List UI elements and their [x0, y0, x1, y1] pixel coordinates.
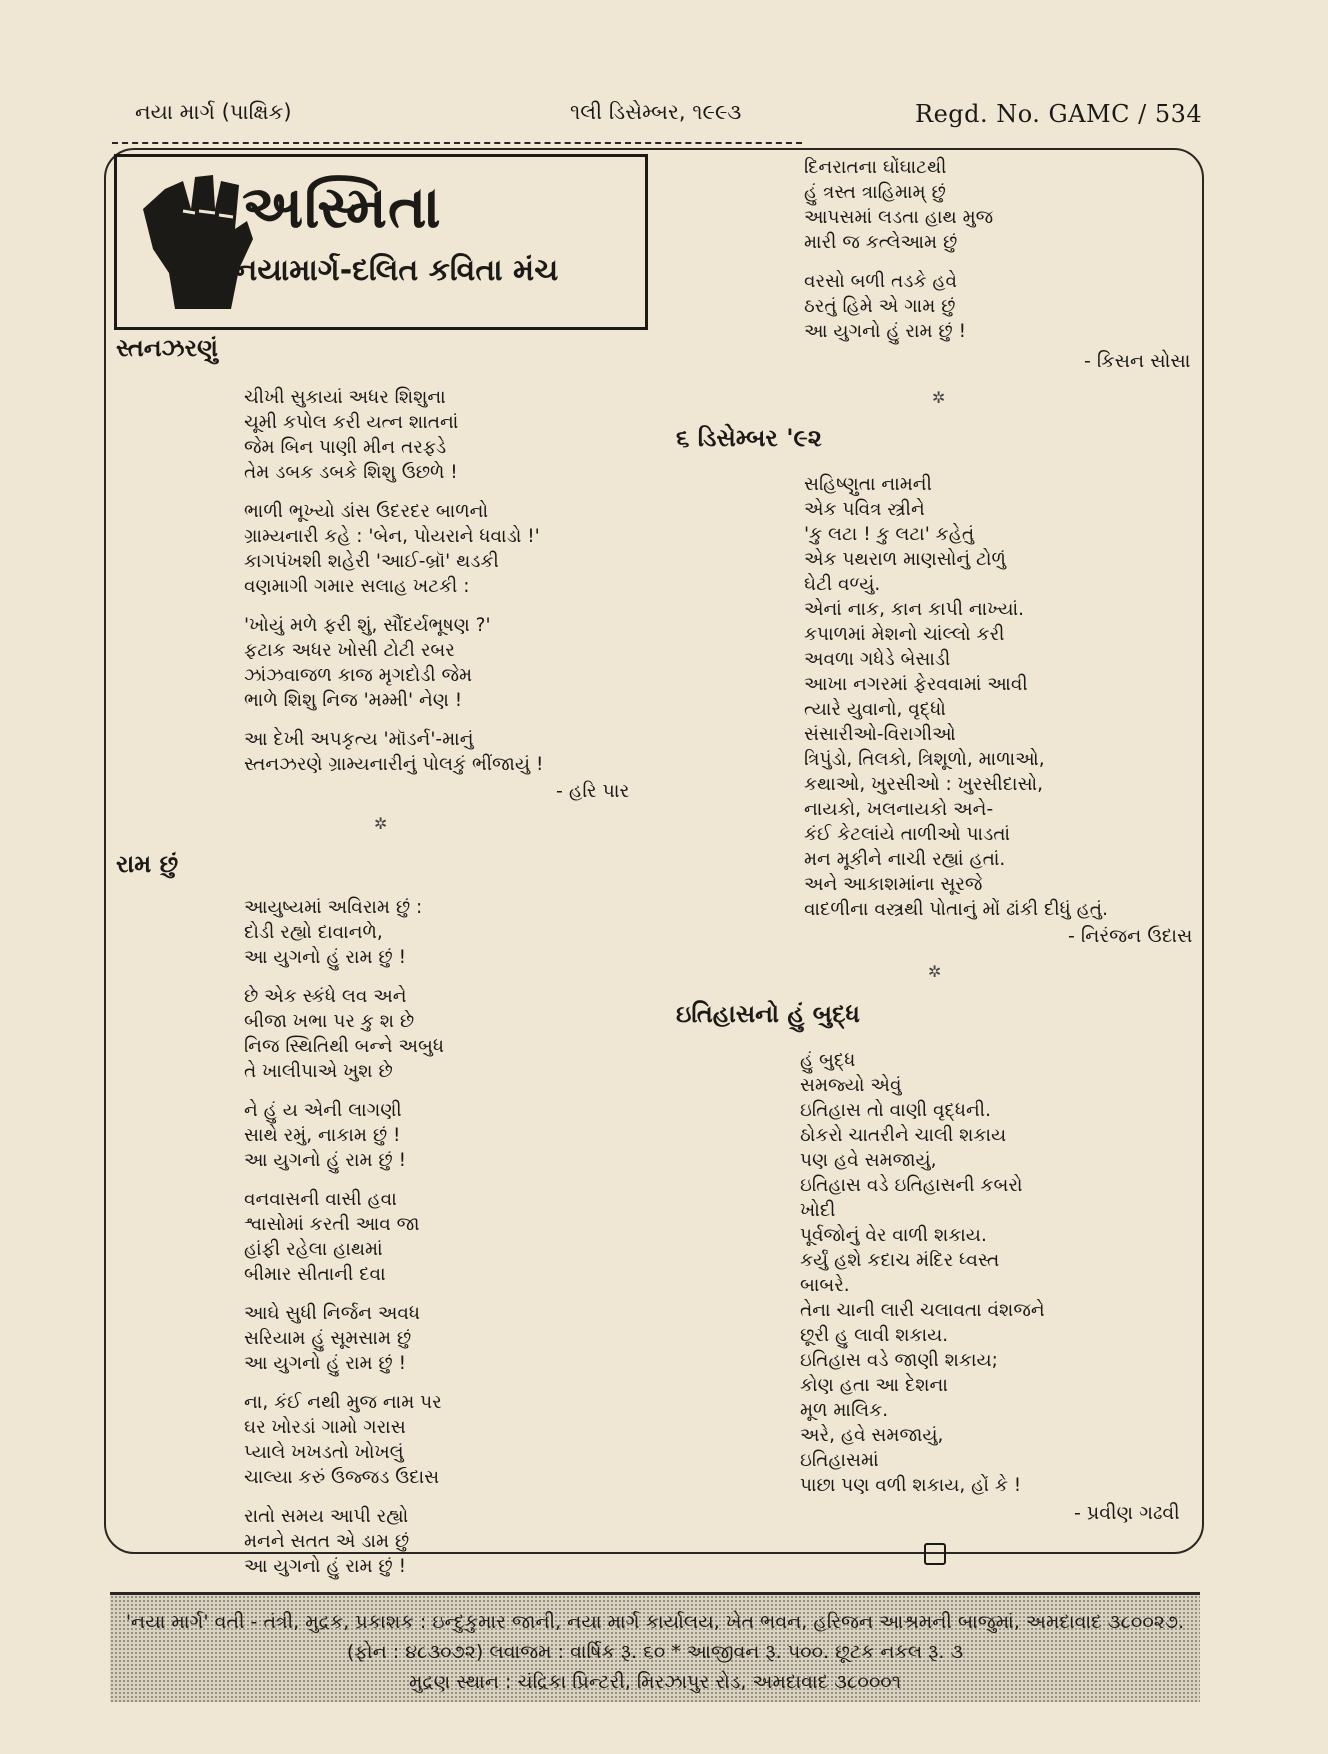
poem-line: અવળા ગધેડે બેસાડી: [804, 649, 951, 670]
imprint-printer: મુદ્રણ સ્થાન : ચંદ્રિકા પ્રિન્ટરી, મિરઝાપુર રોડ, અમદાવાદ ૩૮૦૦૦૧: [408, 1671, 902, 1693]
poem-line: મનને સતત એ ડામ છું: [244, 1531, 410, 1552]
poem-line: મારી જ કત્લેઆમ છું: [804, 232, 958, 253]
poem-stanjharnu: [244, 385, 543, 791]
poem-line: સ્તનઝરણે ગ્રામ્યનારીનું પોલકું ભીંજાયું !: [244, 754, 544, 775]
separator-ornament-icon: ✲: [932, 388, 946, 407]
stanza: [244, 613, 543, 713]
poem-line: સહિષ્ણુતા નામની: [804, 474, 932, 495]
poem-line: સાથે રમું, નાકામ છું !: [244, 1125, 401, 1146]
poem-line: છે એક સ્કંધે લવ અને: [244, 986, 407, 1007]
stanza: [244, 1098, 444, 1173]
stanza: [244, 1187, 444, 1287]
poem-author: - નિરંજન ઉદાસ: [1068, 925, 1193, 947]
poem-line: એનાં નાક, કાન કાપી નાખ્યાં.: [804, 599, 1024, 620]
poem-line: પ્યાલે ખખડતો ખોખલું: [244, 1442, 404, 1463]
poem-line: હું ત્રસ્ત ત્રાહિમામ્ છું: [804, 182, 946, 203]
poem-line: અરે, હવે સમજાયું,: [800, 1425, 944, 1446]
poem-line: આ યુગનો હું રામ છું !: [804, 321, 967, 342]
issue-date: ૧લી ડિસેમ્બર, ૧૯૯૩: [570, 100, 742, 124]
poem-line: ગ્રામ્યનારી કહે : 'બેન, પોયરાને ધવાડો !': [244, 526, 540, 547]
stanza: [244, 1504, 444, 1579]
imprint-publisher: 'નયા માર્ગ' વતી - તંત્રી, મુદ્રક, પ્રકાશક : ઇન્દુકુમાર જાની, નયા માર્ગ કાર્યાલય, ખેત ભવન, હરિજન આશ્રમની બાજુમાં, અમદાવાદ ૩૮૦૦૨૭.: [125, 1611, 1185, 1633]
poem-line: ઠરતું હિમે એ ગામ છું: [804, 296, 956, 317]
poem-line: પાછા પણ વળી શકાય, હોં કે !: [800, 1475, 1022, 1496]
poem-line: આપસમાં લડતા હાથ મુજ: [804, 207, 994, 228]
poem-line: સમજ્યો એવું: [800, 1075, 902, 1096]
poem-line: દિનરાતના ઘોંઘાટથી: [804, 157, 947, 178]
stanza: [804, 155, 993, 255]
poem-line: શ્વાસોમાં કરતી આવ જા: [244, 1214, 420, 1235]
poem-line: આ દેખી અપકૃત્ય 'મૉડર્ન'-માનું: [244, 729, 474, 750]
poem-line: ઇતિહાસ તો વાણી વૃદ્ધની.: [800, 1100, 991, 1121]
poem-line: કંઈ કેટલાંયે તાળીઓ પાડતાં: [804, 824, 1011, 845]
poem-line: દોડી રહ્યો દાવાનળે,: [244, 922, 383, 943]
poem-line: ત્રિપુંડો, તિલકો, ત્રિશૂળો, માળાઓ,: [804, 749, 1045, 770]
poem-december: [804, 472, 1108, 922]
poem-line: જેમ બિન પાણી મીન તરફડે: [244, 437, 447, 458]
poem-line: ઠોકરો ચાતરીને ચાલી શકાય: [800, 1125, 1007, 1146]
poem-title-ram: રામ છું: [116, 850, 179, 878]
poem-title-stanjharnu: સ્તનઝરણું: [116, 334, 218, 362]
logo-subtitle: નયામાર્ગ-દલિત કવિતા મંચ: [235, 253, 559, 288]
poem-line: ના, કંઈ નથી મુજ નામ પર: [244, 1392, 442, 1413]
poem-line: આ યુગનો હું રામ છું !: [244, 947, 407, 968]
poem-line: ભાળે શિશુ નિજ 'મમ્મી' નેણ !: [244, 690, 463, 711]
poem-line: મૂળ માલિક.: [800, 1400, 889, 1421]
poem-line: ફટાક અધર ખોસી ટોટી રબર: [244, 640, 455, 661]
poem-line: સરિયામ હું સૂમસામ છું: [244, 1328, 412, 1349]
poem-line: ઘેટી વળ્યું.: [804, 574, 881, 595]
poem-line: તેના ચાની લારી ચલાવતા વંશજને: [800, 1300, 1045, 1321]
imprint-footer: [110, 1592, 1200, 1702]
poem-line: હાંફી રહેલા હાથમાં: [244, 1239, 383, 1260]
poem-line: તે ખાલીપાએ ખુશ છે: [244, 1061, 393, 1082]
poem-line: તેમ ડબક ડબકે શિશુ ઉછળે !: [244, 462, 458, 483]
logo-block: [114, 154, 648, 330]
poem-line: આખા નગરમાં ફેરવવામાં આવી: [804, 674, 1028, 695]
poem-line: પણ હવે સમજાયું,: [800, 1150, 937, 1171]
poem-line: ઘર ખોરડાં ગામો ગરાસ: [244, 1417, 406, 1438]
poem-line: ચાલ્યા કરું ઉજ્જડ ઉદાસ: [244, 1467, 440, 1488]
poem-line: ઇતિહાસ વડે ઇતિહાસની કબરો: [800, 1175, 1023, 1196]
poem-line: નાયકો, ખલનાયકો અને-: [804, 799, 994, 820]
poem-line: 'ખોયું મળે ફરી શું, સૌંદર્યભૂષણ ?': [244, 615, 491, 636]
poem-line: એક પવિત્ર સ્ત્રીને: [804, 499, 925, 520]
poem-line: આયુષ્યમાં અવિરામ છું :: [244, 897, 423, 918]
poem-line: વનવાસની વાસી હવા: [244, 1189, 397, 1210]
poem-author: - હરિ પાર: [556, 780, 630, 802]
raised-fist-icon: [135, 169, 255, 319]
stanza: [804, 269, 993, 344]
poem-line: આ યુગનો હું રામ છું !: [244, 1353, 407, 1374]
poem-author: - કિસન સોસા: [1084, 350, 1191, 372]
poem-line: બાબરે.: [800, 1275, 850, 1296]
poem-line: કાગપંખશી શહેરી 'આઈ-બ્રૉ' થડકી: [244, 551, 499, 572]
poem-line: કથાઓ, ખુરસીઓ : ખુરસીદાસો,: [804, 774, 1044, 795]
poem-line: હું બુદ્ધ: [800, 1050, 856, 1071]
header-rule: [112, 142, 802, 144]
stanza: [244, 385, 543, 485]
stanza: [244, 895, 444, 970]
poem-line: કપાળમાં મેશનો ચાંલ્લો કરી: [804, 624, 1005, 645]
poem-line: ચૂમી કપોલ કરી યત્ન શાતનાં: [244, 412, 459, 433]
poem-ram: [244, 895, 444, 1593]
poem-title-december: ૬ ડિસેમ્બર '૯૨: [676, 424, 822, 452]
stanza: [244, 984, 444, 1084]
poem-line: કોણ હતા આ દેશના: [800, 1375, 948, 1396]
imprint-subscription: (ફોન : ૪૮૩૦૭૨) લવાજમ : વાર્ષિક રૂ. ૬૦ * આજીવન રૂ. ૫૦૦. છૂટક નકલ રૂ. ૩: [346, 1641, 964, 1663]
stanza: [244, 1301, 444, 1376]
poem-title-buddha: ઇતિહાસનો હું બુદ્ધ: [676, 1000, 860, 1028]
poem-line: આ યુગનો હું રામ છું !: [244, 1556, 407, 1577]
poem-ram-continued: [804, 155, 993, 358]
poem-line: વાદળીના વસ્ત્રથી પોતાનું મોં ઢાંકી દીધું હતું.: [804, 899, 1108, 920]
poem-line: ઇતિહાસ વડે જાણી શકાય;: [800, 1350, 998, 1371]
poem-line: ભાળી ભૂખ્યો ડાંસ ઉદરદર બાળનો: [244, 501, 489, 522]
poem-line: સંસારીઓ-વિરાગીઓ: [804, 724, 956, 745]
logo-title: અસ્મિતા: [242, 173, 442, 241]
separator-ornament-icon: ✲: [374, 814, 388, 833]
poem-line: છૂરી હુ લાવી શકાય.: [800, 1325, 949, 1346]
separator-ornament-icon: ✲: [928, 962, 942, 981]
end-mark-icon: [924, 1543, 946, 1565]
registration-number: Regd. No. GAMC / 534: [915, 100, 1203, 128]
poem-line: અને આકાશમાંના સૂરજે: [804, 874, 983, 895]
stanza: [244, 727, 543, 777]
poem-line: 'કુ લટા ! કુ લટા' કહેતું: [804, 524, 975, 545]
poem-line: આ યુગનો હું રામ છું !: [244, 1150, 407, 1171]
poem-line: આઘે સુધી નિર્જન અવધ: [244, 1303, 421, 1324]
poem-line: એક પથરાળ માણસોનું ટોળું: [804, 549, 1006, 570]
poem-line: ચીખી સુકાયાં અધર શિશુના: [244, 387, 446, 408]
poem-line: ને હું ય એની લાગણી: [244, 1100, 402, 1121]
poem-line: વણમાગી ગમાર સલાહ ખટકી :: [244, 576, 470, 597]
poem-line: મન મૂકીને નાચી રહ્યાં હતાં.: [804, 849, 1006, 870]
poem-author: - પ્રવીણ ગઢવી: [1074, 1502, 1180, 1524]
poem-line: ત્યારે યુવાનો, વૃદ્ધો: [804, 699, 946, 720]
poem-line: બીજા ખભા પર કુ શ છે: [244, 1011, 415, 1032]
poem-line: ઝાંઝવાજળ કાજ મૃગદોડી જેમ: [244, 665, 473, 686]
poem-line: નિજ સ્થિતિથી બન્ને અબુધ: [244, 1036, 444, 1057]
publication-name: નયા માર્ગ (પાક્ષિક): [135, 100, 292, 124]
poem-line: પૂર્વજોનું વેર વાળી શકાય.: [800, 1225, 987, 1246]
poem-line: રાતો સમય આપી રહ્યો: [244, 1506, 409, 1527]
stanza: [244, 1390, 444, 1490]
poem-line: કર્યું હશે કદાચ મંદિર ધ્વસ્ત: [800, 1250, 1000, 1271]
poem-line: બીમાર સીતાની દવા: [244, 1264, 386, 1285]
stanza: [244, 499, 543, 599]
poem-line: વરસો બળી તડકે હવે: [804, 271, 958, 292]
poem-line: ઇતિહાસમાં: [800, 1450, 879, 1471]
poem-line: ખોદી: [800, 1200, 836, 1221]
poem-buddha: [800, 1048, 1045, 1498]
